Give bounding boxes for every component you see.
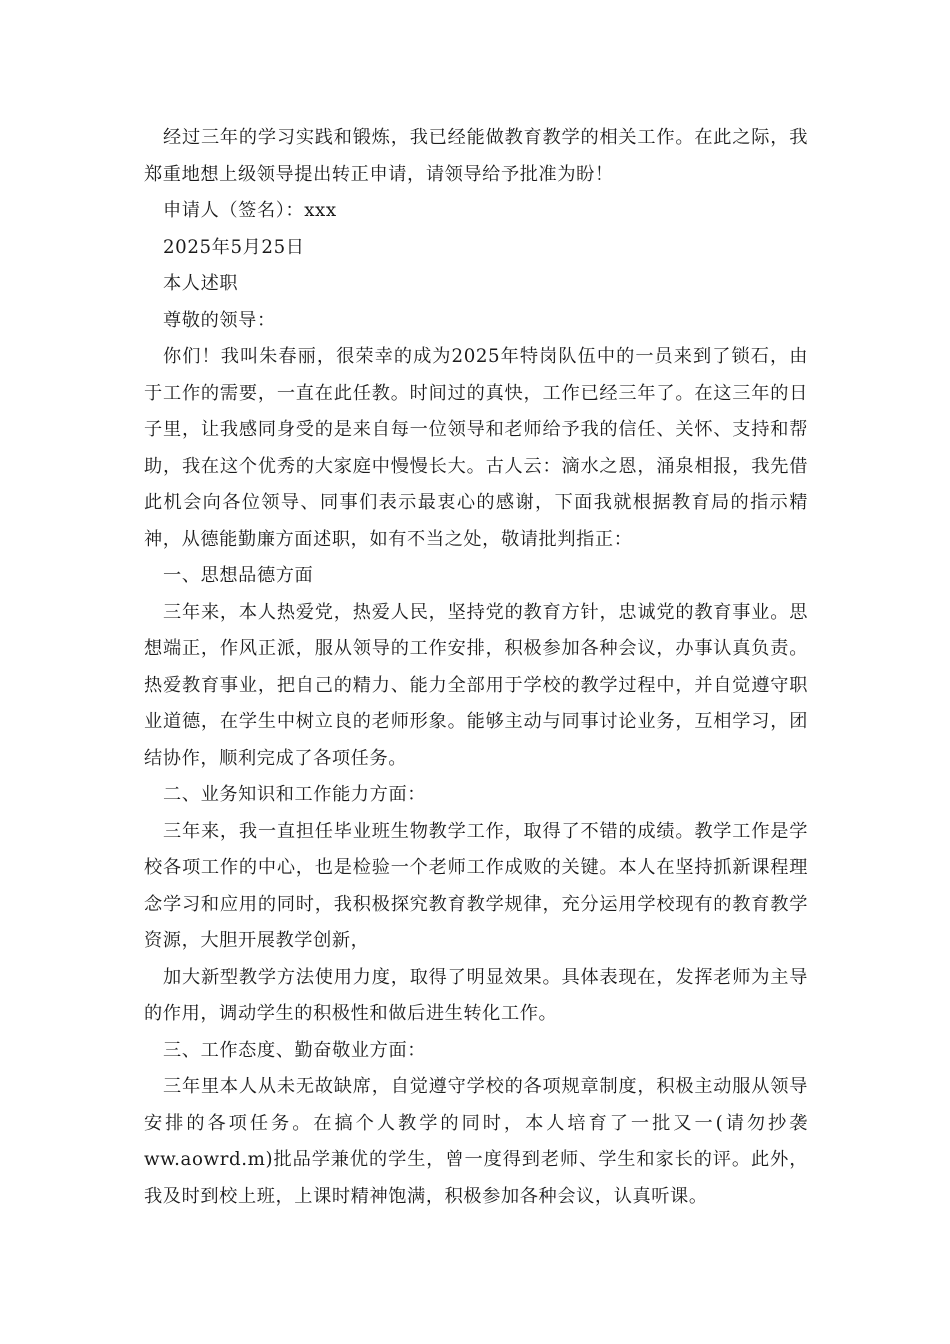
- heading-moral-character: 一、思想品德方面: [163, 565, 314, 586]
- paragraph-teaching-methods: 加大新型教学方法使用力度，取得了明显效果。具体表现在，发挥老师为主导的作用，调动学生的积极性和做后进生转化工作。: [144, 966, 808, 1024]
- heading-work-attitude: 三、工作态度、勤奋敬业方面：: [163, 1039, 427, 1061]
- paragraph-date: 2025年5月25日: [163, 236, 305, 258]
- paragraph-work-attitude: 三年里本人从未无故缺席，自觉遵守学校的各项规章制度，积极主动服从领导安排的各项任务。在搞个人教学的同时，本人培育了一批又一(请勿抄袭ww.aowrd.m)批品学兼优的学生，曾一度得到老师、学生和家长的评。此外，我及时到校上班，上课时精神饱满，积极参加各种会议，认真听课。: [144, 1076, 808, 1207]
- document-body: [144, 120, 808, 1215]
- paragraph-applicant-signature: 申请人（签名）：xxx: [163, 200, 337, 221]
- paragraph-salutation: 尊敬的领导：: [163, 309, 276, 331]
- heading-work-ability: 二、业务知识和工作能力方面：: [163, 784, 427, 805]
- paragraph-moral-character: 三年来，本人热爱党，热爱人民，坚持党的教育方针，忠诚党的教育事业。思想端正，作风正派，服从领导的工作安排，积极参加各种会议，办事认真负责。热爱教育事业，把自己的精力、能力全部用于学校的教学过程中，并自觉遵守职业道德，在学生中树立良的老师形象。能够主动与同事讨论业务，互相学习，团结协作，顺利完成了各项任务。: [144, 601, 808, 769]
- paragraph-approval-request: 经过三年的学习实践和锻炼，我已经能做教育教学的相关工作。在此之际，我郑重地想上级领导提出转正申请，请领导给予批准为盼！: [144, 127, 808, 185]
- section-title-self-report: 本人述职: [163, 273, 239, 294]
- paragraph-introduction: 你们！我叫朱春丽，很荣幸的成为2025年特岗队伍中的一员来到了锁石，由于工作的需要，一直在此任教。时间过的真快，工作已经三年了。在这三年的日子里，让我感同身受的是来自每一位领导和老师给予我的信任、关怀、支持和帮助，我在这个优秀的大家庭中慢慢长大。古人云：滴水之恩，涌泉相报，我先借此机会向各位领导、同事们表示最衷心的感谢，下面我就根据教育局的指示精神，从德能勤廉方面述职，如有不当之处，敬请批判指正：: [144, 346, 808, 550]
- paragraph-work-ability: 三年来，我一直担任毕业班生物教学工作，取得了不错的成绩。教学工作是学校各项工作的中心，也是检验一个老师工作成败的关键。本人在坚持抓新课程理念学习和应用的同时，我积极探究教育教学规律，充分运用学校现有的教育教学资源，大胆开展教学创新，: [144, 820, 808, 951]
